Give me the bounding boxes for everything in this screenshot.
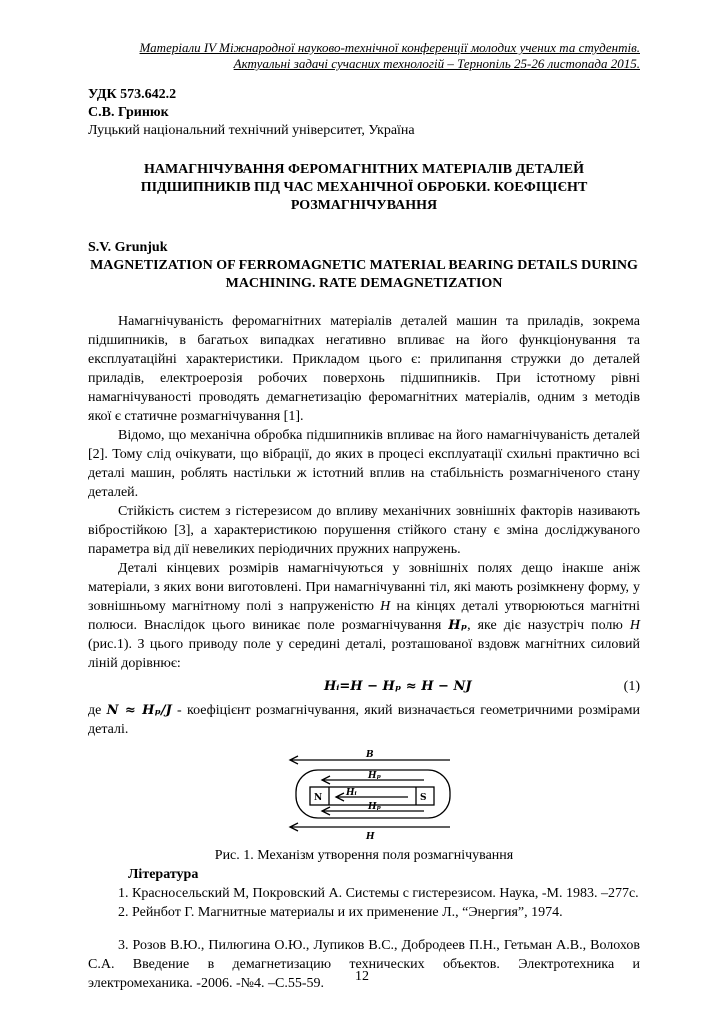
equation-1: [88, 675, 640, 701]
reference-2-text: 2. Рейнбот Г. Магнитные материалы и их применение Л., “Энергия”, 1974.: [118, 905, 563, 920]
label-S: S: [420, 793, 427, 803]
label-Hp-bottom: Hₚ: [368, 802, 381, 812]
label-N: N: [314, 793, 323, 803]
header-line-2: Актуальні задачі сучасних технологій – Тернопіль 25-26 листопада 2015.: [233, 56, 640, 71]
title-ua: НАМАГНІЧУВАННЯ ФЕРОМАГНІТНИХ МАТЕРІАЛІВ ДЕТАЛЕЙ ПІДШИПНИКІВ ПІД ЧАС МЕХАНІЧНОЇ ОБРОБКИ. КОЕФІЦІЄНТ РОЗМАГНІЧУВАННЯ: [140, 162, 588, 213]
paragraph-4-text-b: на кінцях деталі утворюються магнітні полюси. Внаслідок цього виникає поле розмагнічування: [88, 599, 640, 633]
equation-1-number: (1): [623, 679, 640, 694]
symbol-H-2: H: [629, 618, 640, 633]
paragraph-5-text-b: - коефіцієнт розмагнічування, який визначається геометричними розмірами деталі.: [88, 703, 640, 737]
title-en: MAGNETIZATION OF FERROMAGNETIC MATERIAL BEARING DETAILS DURING MACHINING. RATE DEMAGNETIZATION: [90, 258, 638, 291]
paragraph-4-text-d: (рис.1). З цього приводу поле у середині деталі, розташованої вздовж магнітних силовий ліній дорівнює:: [88, 637, 640, 671]
page-number: 12: [355, 969, 369, 984]
reference-1-text: 1. Красносельский М, Покровский А. Системы с гистерезисом. Наука, -М. 1983. –277с.: [118, 886, 639, 901]
label-B: B: [366, 750, 374, 760]
article-meta: [88, 86, 640, 140]
literature-title: Література: [128, 867, 199, 882]
author-en: S.V. Grunjuk: [88, 240, 168, 255]
affiliation: Луцький національний технічний університет, Україна: [88, 123, 415, 138]
paragraph-4-text-a: Деталі кінцевих розмірів намагнічуються у зовнішніх полях дещо інакше аніж матеріали, з яких вони виготовлені. При намагнічуванні тіл, які мають розімкнену форму, у зовнішньому магнітному полі з напруженістю: [88, 561, 640, 614]
symbol-H: H: [380, 599, 391, 614]
header-line-1: Матеріали IV Міжнародної науково-технічної конференції молодих учених та студентів.: [139, 40, 640, 55]
reference-1: [88, 884, 640, 903]
udc-code: УДК 573.642.2: [88, 87, 177, 102]
label-Hi: Hᵢ: [346, 788, 357, 798]
paragraph-5: [88, 701, 640, 739]
demagnetization-diagram: [284, 747, 464, 841]
conference-header: [88, 40, 640, 72]
label-H: H: [366, 832, 375, 841]
paragraph-1: Намагнічуваність феромагнітних матеріалів деталей машин та приладів, зокрема підшипників, в багатьох випадках негативно впливає на його функціонування та експлуатаційні характеристики. Прикладом цього є: прилипання стружки до деталей приладів, електроерозія робочих поверхонь підшипників. При істотному рівні намагнічуваності проводять демагнетизацію феромагнітних матеріалів, одним з методів якої є статичне розмагнічування [1].: [88, 314, 640, 424]
label-Hp-top: Hₚ: [368, 771, 381, 781]
reference-2: [88, 903, 640, 922]
paragraph-5-text-a: де: [88, 703, 107, 718]
reference-3-text: 3. Розов В.Ю., Пилюгина О.Ю., Лупиков В.С., Добродеев П.Н., Гетьман А.В., Волохов С.А. Введение в демагнетизацию технических объектов. Электротехника и электромеханика. -2006. -№4. –С.55-59.: [88, 938, 640, 991]
author-ua: С.В. Гринюк: [88, 105, 169, 120]
paragraph-2: Відомо, що механічна обробка підшипників впливає на його намагнічуваність деталей [2]. Тому слід очікувати, що вібрації, до яких в процесі експлуатації схильні практично всі деталі машин, роблять настільки ж істотний вплив на стабільність розмагніченого стану деталей.: [88, 428, 640, 500]
paragraph-3: Стійкість систем з гістерезисом до впливу механічних зовнішніх факторів називають вібростійкою [3], а характеристикою порушення стійкого стану є зміна досліджуваного параметра від дії невеликих періодичних пружних напружень.: [88, 504, 640, 557]
paragraph-4-text-c: , яке діє назустріч полю: [467, 618, 630, 633]
article-body: [88, 312, 640, 739]
demagnetization-factor-formula: N ≈ Hₚ/J: [106, 703, 172, 718]
paragraph-4: [88, 559, 640, 673]
figure-1-caption: Рис. 1. Механізм утворення поля розмагнічування: [214, 848, 514, 863]
symbol-Hp: Hₚ: [448, 618, 468, 633]
equation-1-formula: Hᵢ=H − Hₚ ≈ H − NJ: [324, 679, 472, 694]
paper-page: [88, 40, 640, 993]
figure-1: [284, 747, 464, 841]
